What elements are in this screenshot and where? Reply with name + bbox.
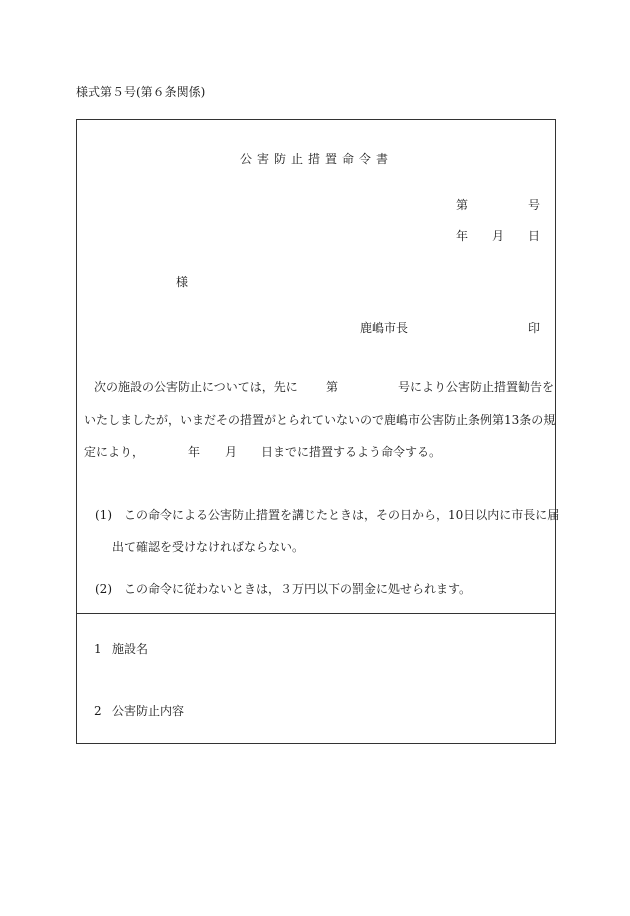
date-month: 月 xyxy=(492,229,505,243)
note-2-line-1: この命令に従わないときは，３万円以下の罰金に処せられます。 xyxy=(124,582,472,596)
body-line-1a: 次の施設の公害防止については，先に xyxy=(94,380,298,394)
note-1-number: (1) xyxy=(95,508,112,522)
document-number-prefix: 第 xyxy=(456,198,469,212)
body-line-2: いたしましたが，いまだその措置がとられていないので鹿嶋市公害防止条例第13条の規 xyxy=(84,413,556,427)
body-line-3a: 定により， xyxy=(84,445,145,459)
issuer-name: 鹿嶋市長 xyxy=(360,321,409,335)
form-number-label: 様式第５号(第６条関係) xyxy=(76,85,206,99)
document-number-suffix: 号 xyxy=(528,198,541,212)
date-year: 年 xyxy=(456,229,469,243)
item-2-label: 公害防止内容 xyxy=(112,704,185,718)
body-line-3c: 日までに措置するよう命令する。 xyxy=(261,445,442,459)
section-divider xyxy=(76,613,556,614)
document-title: 公害防止措置命令書 xyxy=(240,152,394,166)
item-1-number: 1 xyxy=(94,642,102,656)
body-line-3-year: 年 xyxy=(188,445,201,459)
body-line-1c: 号により公害防止措置勧告を xyxy=(398,380,555,394)
addressee-honorific: 様 xyxy=(176,275,189,289)
note-1-line-1: この命令による公害防止措置を講じたときは，その日から，10日以内に市長に届 xyxy=(124,508,560,522)
note-2-number: (2) xyxy=(95,582,112,596)
body-line-1b: 第 xyxy=(326,380,339,394)
item-2-number: 2 xyxy=(94,704,102,718)
seal-mark: 印 xyxy=(528,321,541,335)
note-1-line-2: 出て確認を受けなければならない。 xyxy=(112,540,305,554)
body-line-3-month: 月 xyxy=(225,445,238,459)
date-day: 日 xyxy=(528,229,541,243)
item-1-label: 施設名 xyxy=(112,642,149,656)
